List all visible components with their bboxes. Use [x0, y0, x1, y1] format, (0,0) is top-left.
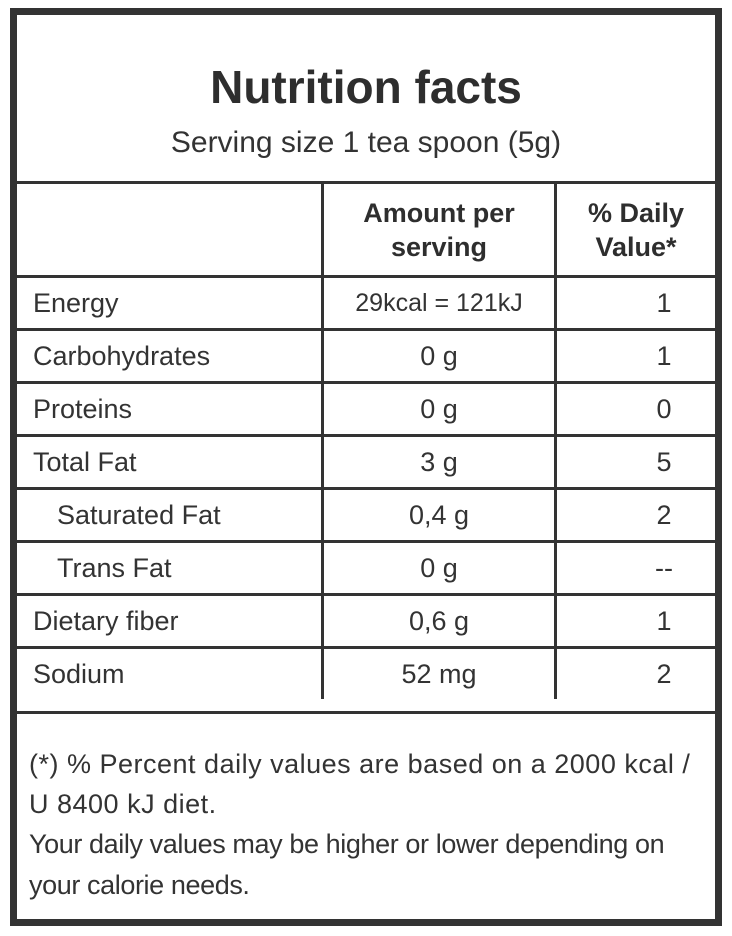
nutrient-amount: 0 g	[323, 542, 556, 595]
footnote-calorie-needs: Your daily values may be higher or lower depending on your calorie needs.	[29, 829, 665, 900]
serving-size: Serving size 1 tea spoon (5g)	[170, 126, 562, 159]
nutrient-daily-value: 1	[556, 277, 716, 330]
nutrient-daily-value: 2	[556, 489, 716, 542]
table-row	[17, 595, 715, 648]
nutrient-name: Saturated Fat	[17, 489, 323, 542]
table-row	[17, 330, 715, 383]
nutrient-amount: 0,4 g	[323, 489, 556, 542]
nutrient-daily-value: --	[556, 542, 716, 595]
nutrient-daily-value: 1	[556, 330, 716, 383]
table-header-row	[17, 183, 715, 277]
nutrient-name: Trans Fat	[17, 542, 323, 595]
table-row	[17, 542, 715, 595]
nutrient-amount: 0 g	[323, 330, 556, 383]
nutrition-table	[17, 181, 715, 699]
label-title: Nutrition facts	[210, 61, 522, 113]
nutrient-name: Proteins	[17, 383, 323, 436]
nutrient-daily-value: 0	[556, 383, 716, 436]
table-row	[17, 383, 715, 436]
table-row	[17, 436, 715, 489]
nutrient-amount: 0,6 g	[323, 595, 556, 648]
column-header-nutrient	[17, 183, 323, 277]
nutrient-name: Sodium	[17, 648, 323, 700]
footnote	[17, 711, 715, 919]
nutrient-daily-value: 1	[556, 595, 716, 648]
table-row	[17, 489, 715, 542]
nutrient-name: Dietary fiber	[17, 595, 323, 648]
nutrient-name: Total Fat	[17, 436, 323, 489]
table-row	[17, 648, 715, 700]
nutrient-amount: 52 mg	[323, 648, 556, 700]
nutrient-daily-value: 5	[556, 436, 716, 489]
footnote-diet-basis: (*) % Percent daily values are based on a 2000 kcal / U 8400 kJ diet.	[29, 749, 691, 819]
nutrient-amount: 0 g	[323, 383, 556, 436]
nutrient-amount: 3 g	[323, 436, 556, 489]
label-header	[17, 15, 715, 181]
nutrient-name: Energy	[17, 277, 323, 330]
nutrient-daily-value: 2	[556, 648, 716, 700]
nutrient-amount: 29kcal = 121kJ	[323, 277, 556, 330]
column-header-daily-value: % Daily Value*	[556, 183, 716, 277]
nutrient-name: Carbohydrates	[17, 330, 323, 383]
column-header-amount: Amount per serving	[323, 183, 556, 277]
nutrition-label	[10, 8, 722, 926]
table-row	[17, 277, 715, 330]
